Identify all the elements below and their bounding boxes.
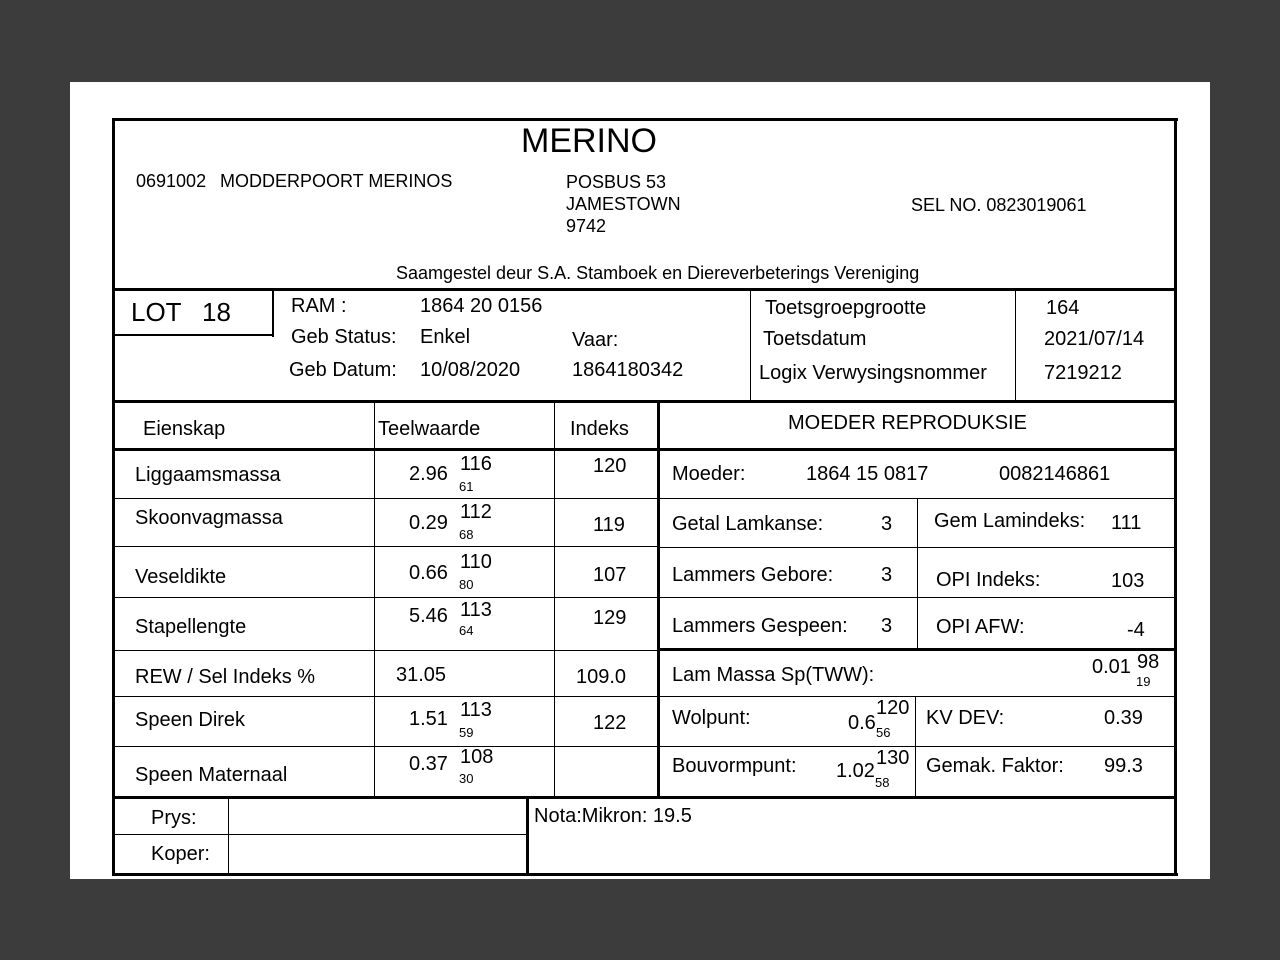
dam-id: 1864 15 0817 (806, 463, 929, 485)
row-line-1 (112, 498, 657, 499)
birth-date-label: Geb Datum: (289, 359, 397, 381)
lot-label: LOT (131, 297, 182, 327)
footer-row-line (112, 834, 526, 835)
opi-dev-label: OPI AFW: (936, 616, 1025, 638)
trait-value: 31.05 (396, 664, 447, 686)
trait-name: Stapellengte (135, 616, 247, 638)
wool-label: Wolpunt: (672, 707, 751, 729)
auction-lot-card (70, 82, 1210, 879)
trait-index: 122 (593, 712, 627, 734)
footer-top (112, 796, 1174, 799)
birth-date-value: 10/08/2020 (420, 359, 521, 381)
dam-line-5 (659, 696, 1174, 697)
sel-no: SEL NO. 0823019061 (911, 195, 1087, 215)
wool-percentile: 120 (876, 697, 910, 719)
lot-box-bottom (112, 334, 272, 336)
info-divider-2 (1015, 289, 1016, 401)
lambs-weaned-label: Lammers Gespeen: (672, 615, 848, 637)
trait-index: 119 (593, 514, 625, 536)
test-date-label: Toetsdatum (763, 328, 867, 350)
price-label: Prys: (151, 807, 197, 829)
trait-value: 0.29 (409, 512, 448, 534)
conformation-value: 1.02 (836, 760, 875, 782)
trait-name: Skoonvagmassa (135, 507, 283, 529)
trait-index: 129 (593, 607, 627, 629)
conformation-label: Bouvormpunt: (672, 755, 797, 777)
trait-percentile: 116 (460, 453, 492, 475)
lambing-opps-label: Getal Lamkanse: (672, 513, 824, 535)
opi-index-value: 103 (1111, 570, 1145, 592)
kv-dev-value: 0.39 (1104, 707, 1143, 729)
info-divider-1 (750, 289, 751, 401)
opi-index-label: OPI Indeks: (936, 569, 1041, 591)
border-top (112, 118, 1178, 121)
trait-accuracy: 61 (459, 479, 474, 494)
dam-section-title: MOEDER REPRODUKSIE (788, 412, 1027, 434)
dam-col-divider-b (915, 696, 916, 796)
col-divider-1 (374, 402, 375, 796)
opi-dev-value: -4 (1127, 619, 1145, 641)
conformation-percentile: 130 (876, 747, 910, 769)
trait-name: Veseldikte (135, 566, 227, 588)
trait-accuracy: 80 (459, 577, 474, 592)
trait-accuracy: 30 (459, 771, 474, 786)
sire-value: 1864180342 (572, 359, 684, 381)
ram-value: 1864 20 0156 (420, 295, 543, 317)
breeder-name: MODDERPOORT MERINOS (220, 171, 453, 191)
col-header-breeding-value: Teelwaarde (378, 418, 481, 440)
trait-value: 1.51 (409, 708, 448, 730)
lamb-mass-accuracy: 19 (1136, 674, 1151, 689)
footer-divider-1 (228, 798, 229, 874)
sire-label: Vaar: (572, 329, 619, 351)
lot-box-right (272, 289, 274, 337)
col-header-index: Indeks (570, 418, 629, 440)
buyer-label: Koper: (151, 843, 210, 865)
ease-factor-label: Gemak. Faktor: (926, 755, 1064, 777)
row-line-5 (112, 696, 657, 697)
trait-index: 107 (593, 564, 627, 586)
border-left (112, 118, 115, 876)
trait-percentile: 113 (460, 699, 492, 721)
dam-line-4 (657, 648, 1174, 651)
trait-accuracy: 59 (459, 725, 474, 740)
lambs-born-value: 3 (881, 564, 893, 586)
trait-name: Speen Maternaal (135, 764, 288, 786)
trait-percentile: 112 (460, 501, 492, 523)
row-line-2 (112, 546, 657, 547)
address-line-2: JAMESTOWN (566, 194, 681, 214)
dam-label: Moeder: (672, 463, 746, 485)
breeder-code: 0691002 (136, 171, 207, 191)
col-header-trait: Eienskap (143, 418, 226, 440)
table-header-bottom (112, 448, 1174, 451)
kv-dev-label: KV DEV: (926, 707, 1005, 729)
group-size-value: 164 (1046, 297, 1080, 319)
trait-value: 0.66 (409, 562, 448, 584)
trait-name: Speen Direk (135, 709, 246, 731)
trait-percentile: 113 (460, 599, 492, 621)
lambs-born-label: Lammers Gebore: (672, 564, 834, 586)
avg-lamb-index-value: 111 (1111, 512, 1142, 534)
border-bottom (112, 873, 1178, 876)
table-top (112, 400, 1174, 403)
compiled-by: Saamgestel deur S.A. Stamboek en Diereverbeterings Vereniging (396, 263, 920, 283)
address-line-1: POSBUS 53 (566, 172, 667, 192)
lot-number: 18 (202, 297, 231, 327)
birth-status-label: Geb Status: (291, 326, 397, 348)
row-line-4 (112, 650, 657, 651)
lamb-mass-label: Lam Massa Sp(TWW): (672, 664, 875, 686)
trait-percentile: 108 (460, 746, 494, 768)
col-divider-3 (657, 402, 660, 796)
trait-accuracy: 64 (459, 623, 474, 638)
trait-name: REW / Sel Indeks % (135, 666, 316, 688)
breed-title: MERINO (521, 122, 657, 160)
trait-value: 0.37 (409, 753, 448, 775)
col-divider-2 (554, 402, 555, 796)
trait-value: 5.46 (409, 605, 448, 627)
lamb-mass-percentile: 98 (1137, 651, 1160, 673)
dam-col-divider-a (917, 498, 918, 648)
trait-value: 2.96 (409, 463, 448, 485)
row-line-3 (112, 597, 657, 598)
ram-label: RAM : (291, 295, 347, 317)
trait-name: Liggaamsmassa (135, 464, 281, 486)
avg-lamb-index-label: Gem Lamindeks: (934, 510, 1086, 532)
lamb-mass-value: 0.01 (1092, 656, 1131, 678)
trait-index: 120 (593, 455, 627, 477)
trait-percentile: 110 (460, 551, 492, 573)
lambs-weaned-value: 3 (881, 615, 893, 637)
logix-label: Logix Verwysingsnommer (759, 362, 987, 384)
ease-factor-value: 99.3 (1104, 755, 1143, 777)
footer-divider-2 (526, 798, 529, 874)
lambing-opps-value: 3 (881, 513, 893, 535)
dam-ref: 0082146861 (999, 463, 1111, 485)
trait-index: 109.0 (576, 666, 627, 688)
border-right (1174, 118, 1177, 876)
note-text: Nota:Mikron: 19.5 (534, 805, 692, 827)
birth-status-value: Enkel (420, 326, 471, 348)
address-line-3: 9742 (566, 216, 607, 236)
wool-value: 0.6 (848, 712, 876, 734)
row-line-6 (112, 746, 657, 747)
conformation-accuracy: 58 (875, 775, 890, 790)
dam-line-6 (659, 746, 1174, 747)
wool-accuracy: 56 (876, 725, 891, 740)
test-date-value: 2021/07/14 (1044, 328, 1145, 350)
trait-accuracy: 68 (459, 527, 474, 542)
group-size-label: Toetsgroepgrootte (765, 297, 927, 319)
logix-value: 7219212 (1044, 362, 1122, 384)
